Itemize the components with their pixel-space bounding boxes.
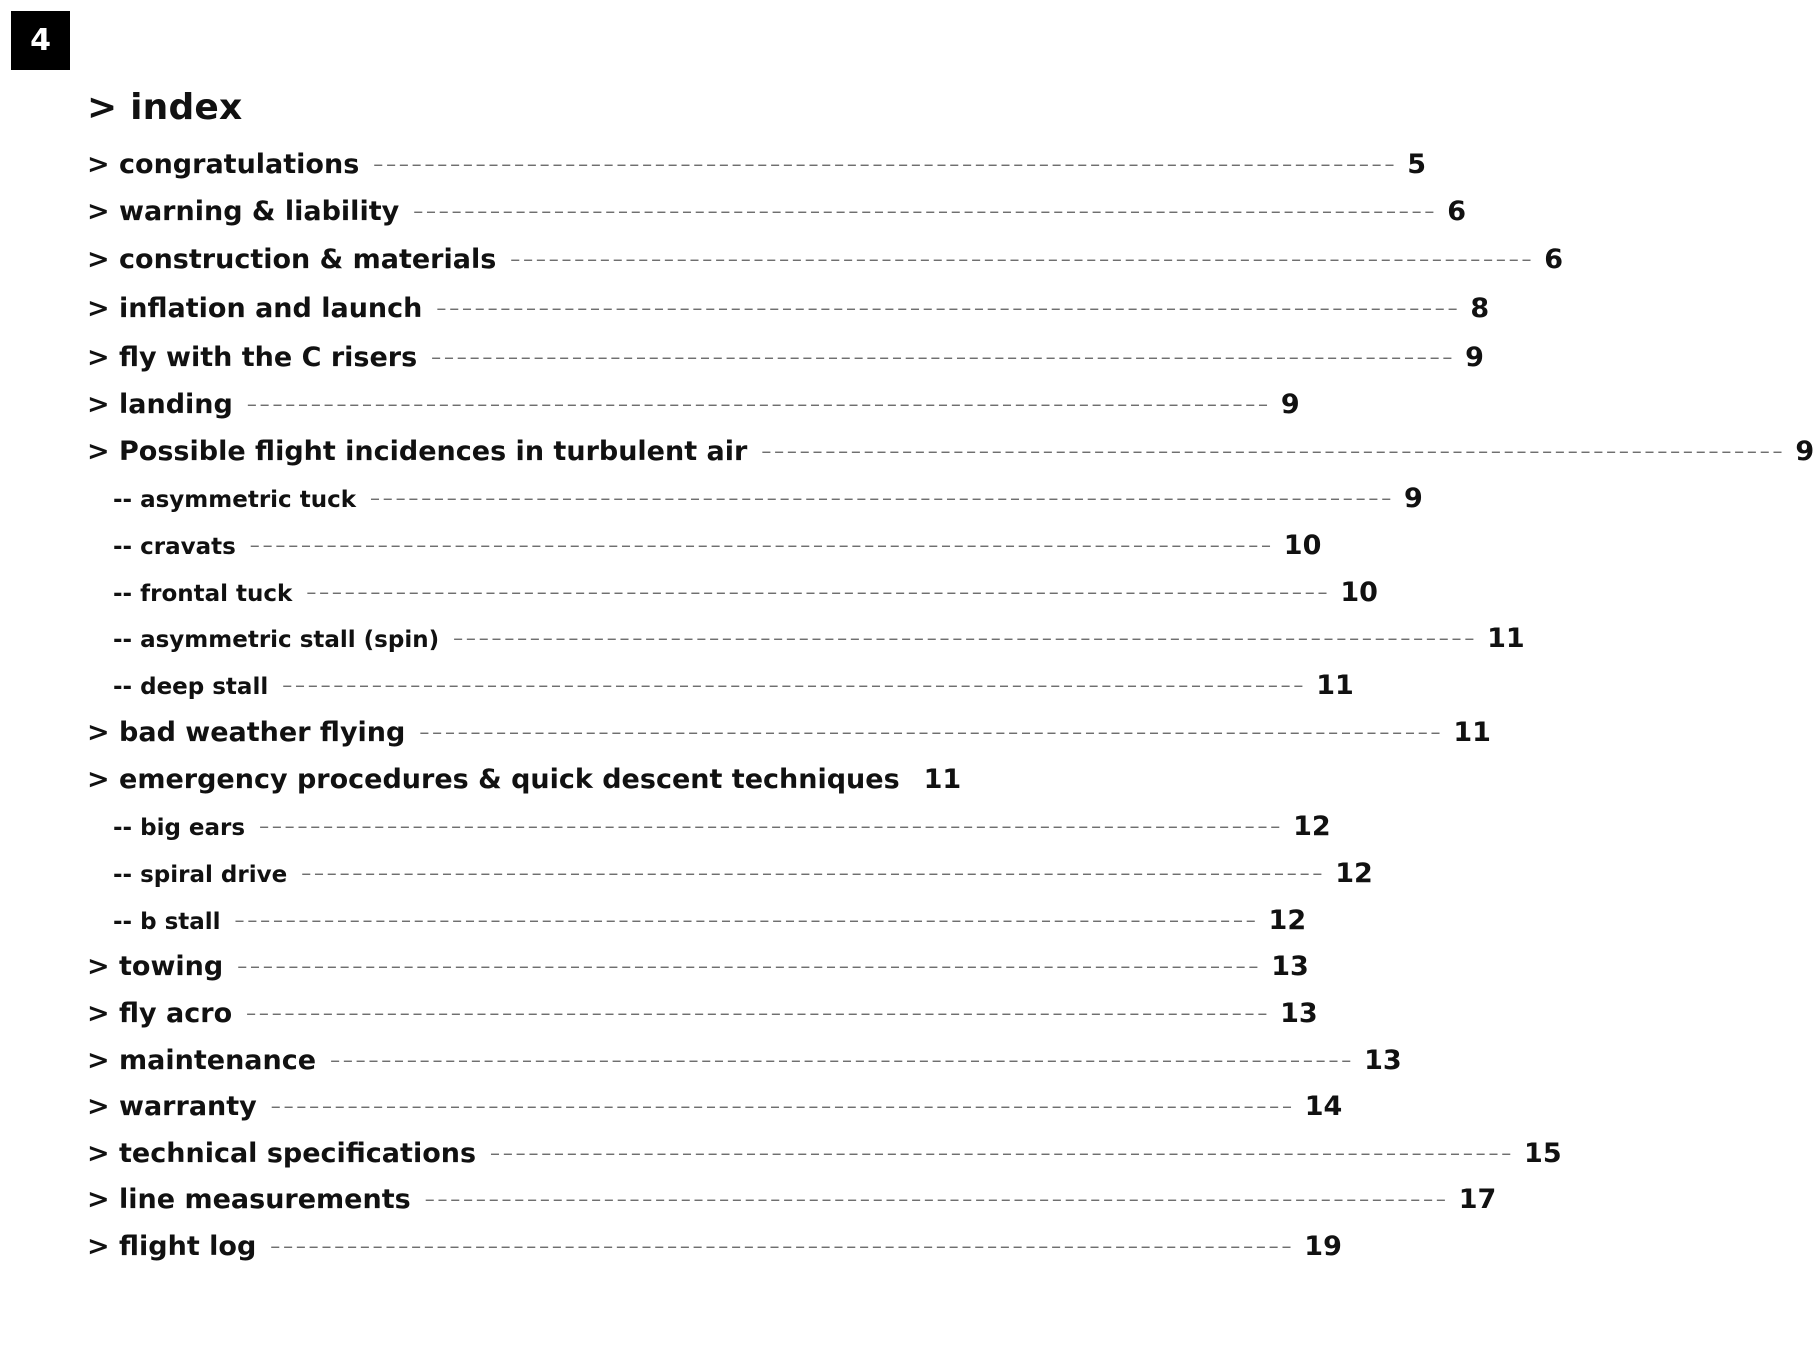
dot-leader (373, 152, 1397, 176)
toc-entry-page: 13 (1271, 951, 1309, 982)
dot-leader (259, 814, 1283, 838)
toc-entry-label: > construction & materials (87, 244, 497, 275)
toc-subentry-cravats[interactable] (87, 530, 1322, 577)
dot-leader (413, 199, 1437, 223)
toc-entry-warranty[interactable] (87, 1091, 1343, 1138)
toc-subentry-asymmetric-stall[interactable] (87, 623, 1525, 670)
dot-leader (247, 392, 1271, 416)
toc-entry-page: 9 (1280, 389, 1300, 420)
toc-entry-label: > emergency procedures & quick descent techniques (87, 764, 900, 795)
toc-entry-page: 12 (1293, 811, 1331, 842)
toc-entry-label: -- spiral drive (113, 862, 288, 888)
toc-entry-fly-acro[interactable] (87, 998, 1318, 1045)
toc-entry-label: > congratulations (87, 149, 360, 180)
toc-entry-label: > maintenance (87, 1045, 317, 1076)
toc-entry-page: 10 (1283, 530, 1322, 561)
toc-subentry-big-ears[interactable] (87, 811, 1331, 858)
dot-leader (282, 673, 1306, 697)
toc-entry-page: 10 (1340, 577, 1378, 608)
toc-entry-technical-specifications[interactable] (87, 1138, 1562, 1184)
toc-subentry-frontal-tuck[interactable] (87, 577, 1378, 623)
toc-entry-page: 11 (1453, 717, 1491, 748)
toc-subentry-deep-stall[interactable] (87, 670, 1354, 717)
dot-leader (370, 486, 1394, 510)
dot-leader (270, 1234, 1294, 1258)
toc-entry-label: -- b stall (113, 909, 221, 935)
toc-entry-label: > bad weather flying (87, 717, 406, 748)
toc-entry-label: > landing (87, 389, 233, 420)
toc-entry-label: -- frontal tuck (113, 581, 293, 607)
toc-subentry-asymmetric-tuck[interactable] (87, 483, 1423, 530)
toc-entry-label: > Possible flight incidences in turbulent air (87, 436, 748, 467)
dot-leader (419, 720, 1443, 744)
toc-entry-label: -- asymmetric stall (spin) (113, 627, 440, 653)
toc-entry-label: > towing (87, 951, 224, 982)
toc-entry-emergency-procedures[interactable] (87, 764, 962, 811)
toc-entry-landing[interactable] (87, 389, 1300, 436)
dot-leader (510, 247, 1534, 271)
toc-entry-page: 11 (1487, 623, 1525, 654)
toc-entry-flight-incidences[interactable] (87, 436, 1814, 483)
toc-entry-page: 15 (1524, 1138, 1562, 1169)
dot-leader (271, 1094, 1295, 1118)
dot-leader (453, 626, 1477, 650)
toc-entry-maintenance[interactable] (87, 1045, 1402, 1091)
toc-entry-label: > warranty (87, 1091, 257, 1122)
toc-entry-label: -- asymmetric tuck (113, 487, 356, 513)
toc-entry-page: 9 (1795, 436, 1814, 467)
toc-entry-warning-liability[interactable] (87, 196, 1466, 244)
toc-entry-label: > line measurements (87, 1184, 411, 1215)
toc-entry-page: 6 (1544, 244, 1564, 275)
toc-entry-page: 6 (1447, 196, 1466, 227)
dot-leader (330, 1048, 1354, 1072)
toc-entry-page: 5 (1407, 149, 1427, 180)
toc-entry-page: 12 (1268, 905, 1307, 936)
toc-subentry-b-stall[interactable] (87, 905, 1307, 951)
toc-entry-page: 14 (1304, 1091, 1343, 1122)
toc-entry-page: 11 (1316, 670, 1354, 701)
toc-entry-flight-log[interactable] (87, 1231, 1342, 1278)
toc-entry-label: > inflation and launch (87, 293, 423, 324)
page-number-badge (11, 11, 70, 70)
toc-entry-page: 8 (1470, 293, 1490, 324)
toc-entry-congratulations[interactable] (87, 149, 1427, 196)
toc-entry-label: > technical specifications (87, 1138, 477, 1169)
dot-leader (490, 1141, 1514, 1165)
dot-leader (237, 954, 1261, 978)
toc-entry-label: -- deep stall (113, 674, 269, 700)
toc-entry-page: 12 (1335, 858, 1373, 889)
toc-entry-construction-materials[interactable] (87, 244, 1564, 293)
dot-leader (301, 861, 1325, 885)
dot-leader (431, 345, 1455, 369)
toc-entry-label: -- big ears (113, 815, 246, 841)
toc-entry-label: -- cravats (113, 534, 236, 560)
toc-entry-towing[interactable] (87, 951, 1309, 998)
dot-leader (250, 533, 1274, 557)
dot-leader (246, 1001, 1270, 1025)
toc-entry-label: > warning & liability (87, 196, 400, 227)
toc-entry-c-risers[interactable] (87, 342, 1484, 389)
toc-entry-page: 17 (1458, 1184, 1497, 1215)
toc-entry-page: 9 (1404, 483, 1423, 514)
dot-leader (761, 439, 1785, 463)
page-number: 4 (30, 23, 51, 58)
dot-leader (436, 296, 1460, 320)
toc-entry-inflation-launch[interactable] (87, 293, 1490, 342)
toc-subentry-spiral-drive[interactable] (87, 858, 1373, 905)
page-title: > index (87, 87, 243, 128)
toc-entry-label: > fly with the C risers (87, 342, 418, 373)
toc-entry-page: 19 (1304, 1231, 1342, 1262)
toc-entry-page: 13 (1364, 1045, 1402, 1076)
toc-entry-page: 13 (1280, 998, 1318, 1029)
toc-entry-label: > flight log (87, 1231, 257, 1262)
toc-entry-bad-weather[interactable] (87, 717, 1491, 764)
toc-entry-page: 9 (1465, 342, 1484, 373)
dot-leader (235, 908, 1259, 932)
toc-entry-label: > fly acro (87, 998, 233, 1029)
dot-leader (306, 580, 1330, 604)
toc-entry-line-measurements[interactable] (87, 1184, 1497, 1231)
table-of-contents (87, 149, 1814, 1278)
dot-leader (425, 1187, 1449, 1211)
toc-entry-page: 11 (923, 764, 962, 795)
